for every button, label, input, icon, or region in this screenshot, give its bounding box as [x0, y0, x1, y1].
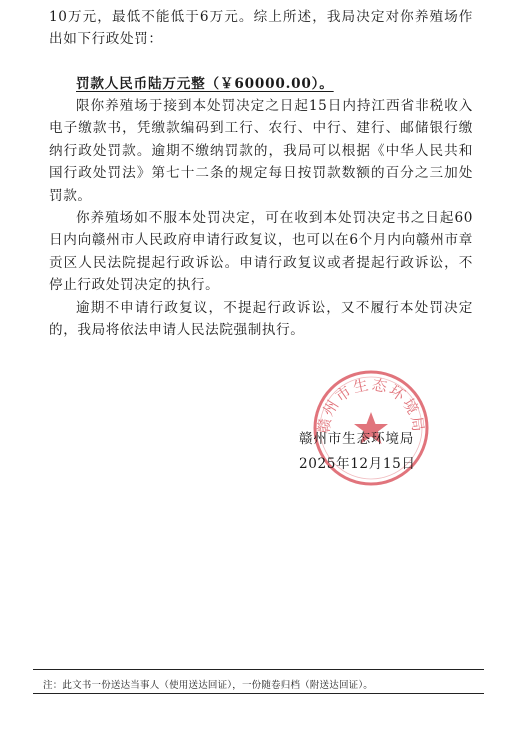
paragraph-enforcement: 逾期不申请行政复议，不提起行政诉讼，又不履行本处罚决定的，我局将依法申请人民法院强制执行。 [49, 300, 473, 339]
issuing-office: 赣州市生态环境局 [299, 431, 415, 447]
penalty-amount: 罚款人民币陆万元整（￥60000.00）。 [76, 76, 334, 92]
footnote-bottom-rule [33, 693, 484, 694]
issue-date: 2025年12月15日 [299, 456, 416, 472]
paragraph-decision-intro: 10万元，最低不能低于6万元。综上所述，我局决定对你养殖场作出如下行政处罚： [49, 9, 473, 48]
footnote: 注：此文书一份送达当事人（使用送达回证），一份随卷归档（附送达回证）。 [43, 680, 374, 691]
paragraph-appeal-rights: 你养殖场如不服本处罚决定，可在收到本处罚决定书之日起60日内向赣州市人民政府申请行政复议，也可以在6个月内向赣州市章贡区人民法院提起行政诉讼。申请行政复议或者提起行政诉讼，不停止行政处罚决定的执行。 [49, 210, 473, 294]
svg-text:赣州市生态环境局: 赣州市生态环境局 [314, 375, 428, 435]
paragraph-payment-instructions: 限你养殖场于接到本处罚决定之日起15日内持江西省非税收入电子缴款书，凭缴款编码到工行、农行、中行、建行、邮储银行缴纳行政处罚款。逾期不缴纳罚款的，我局可以根据《中华人民共和国行政处罚法》第七十二条的规定每日按罚款数额的百分之三加处罚款。 [49, 98, 473, 204]
footnote-top-rule [33, 669, 484, 670]
